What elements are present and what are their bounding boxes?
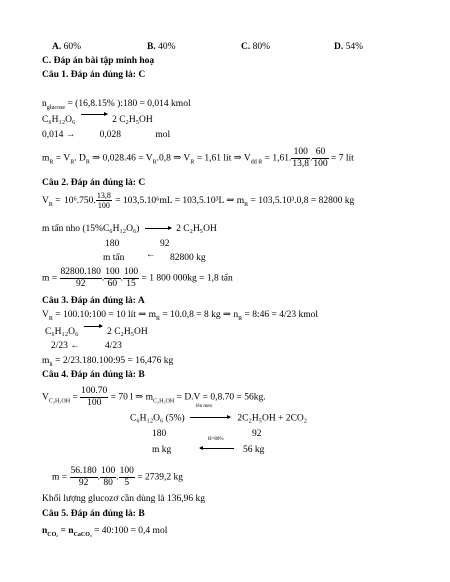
q5-title: Câu 5. Đáp án đúng là: B — [42, 509, 145, 519]
option-a — [52, 42, 81, 53]
q4-equation: C₆H₁₂O₆ (5%) lên men 2C₂H₅OH + 2CO₂ — [130, 404, 308, 424]
q1-line1: $n_{glucose} = (16,8.15\%$ ):180 = 0,014 kmol — [42, 99, 191, 111]
q4-conclusion: Khối lượng glucozơ cần dùng là 136,96 kg — [42, 494, 205, 504]
q2-val-180: 180 — [105, 239, 120, 249]
option-a-label: A. — [52, 42, 62, 52]
reaction-arrow-icon — [81, 114, 107, 115]
section-title: C. Đáp án bài tập minh hoạ — [42, 56, 155, 66]
q4-back-arrow: H=80% — [200, 444, 236, 455]
option-c-value: 80% — [252, 42, 271, 52]
q1-calc: $m_R = V_R$. $D_R$ ⇒ $0,028.46 = V_R.0,8$ ⇒ $V_R = 1,61$ lít ⇒ $V_{dd R} = 1,61$. $\frac{100}{13,8}$ . $\frac{60}{100}$ = 7 lít — [42, 147, 354, 169]
q1-mol-line: 0,014 → 0,028 mol — [42, 130, 171, 140]
q2-line2: m tấn nho (15%C₆H₁₂O₆) 2 C₂H₅OH — [42, 224, 217, 234]
q3-equation: C₆H₁₂O₆ 2 C₂H₅OH — [45, 327, 148, 337]
q4-arrow: lên men — [190, 413, 232, 424]
q4-v-line: $V_{C_2H_5OH}$ = $\frac{100.70}{100}$ = 70 l ⇒ $m_{C_2H_5OH} = D.V = 0,8.70 = 56kg$. — [42, 386, 266, 408]
q2-m-calc: m = $\frac{82800.180}{92}$ . $\frac{100}{60}$ . $\frac{100}{15}$ = 1 800 000kg = 1,8 tấn — [42, 267, 233, 289]
q2-fraction: 10⁶.750. $\frac{13,8}{100}$ — [64, 191, 111, 211]
reaction-arrow-icon — [84, 326, 102, 327]
q1-reactant: C₆H₁₂O₆ — [42, 115, 76, 125]
q2-m-tan: m tấn — [103, 253, 125, 263]
q1-fraction-2: $\frac{60}{100}$ — [313, 147, 328, 169]
q1-title: Câu 1. Đáp án đúng là: C — [42, 70, 146, 80]
option-b-value: 40% — [158, 42, 176, 52]
q5-line1: $n_{CO_2} = n_{CaCO_3}$ = 40:100 = 0,4 mol — [42, 526, 168, 538]
q2-title: Câu 2. Đáp án đúng là: C — [42, 178, 146, 188]
q4-val-56: 56 kg — [243, 445, 265, 455]
q2-val-92: 92 — [160, 239, 170, 249]
q4-title: Câu 4. Đáp án đúng là: B — [42, 370, 145, 380]
q1-product: 2 C₂H₅OH — [112, 115, 153, 125]
q4-m-kg: m kg — [152, 445, 172, 455]
option-d-label: D. — [334, 42, 344, 52]
option-c-label: C. — [241, 42, 251, 52]
option-b — [147, 42, 176, 53]
q4-val-92: 92 — [252, 429, 262, 439]
q3-result: $m_{lt}$ = 2/23.180.100:95 = 16,476 kg — [42, 356, 174, 368]
option-a-value: 60% — [63, 42, 82, 52]
q1-fraction-1: $\frac{100}{13,8}$ — [292, 147, 309, 169]
option-d-value: 54% — [345, 42, 364, 52]
q2-val-82800: 82800 kg — [170, 253, 206, 263]
q1-equation — [42, 115, 153, 126]
option-c — [241, 42, 270, 53]
q2-vr-line: $V_R$ = 10⁶.750. $\frac{13,8}{100}$ = 103,5.10⁶mL = 103,5.10³L ⇒ $m_R = 103,5.10^3.0,8 = 82800$ kg — [42, 191, 355, 211]
q3-right-val: 4/23 — [105, 341, 122, 351]
back-arrow-icon: ← — [146, 250, 156, 260]
q3-line1: $V_R$ = 100.10:100 = 10 lít ⇒ $m_R = 10.0,8 = 8$ kg ⇒ $n_R$ = 8:46 = 4/23 kmol — [42, 310, 319, 322]
q4-m-calc: m = $\frac{56.180}{92}$ . $\frac{100}{80}$ . $\frac{100}{5}$ = 2739,2 kg — [52, 466, 183, 488]
option-b-label: B. — [147, 42, 156, 52]
reaction-arrow-icon — [145, 228, 171, 229]
q4-val-180: 180 — [152, 429, 167, 439]
reaction-arrow-icon — [190, 417, 230, 418]
q3-left-val: 2/23 ← — [51, 341, 80, 351]
option-d — [334, 42, 363, 53]
q3-title: Câu 3. Đáp án đúng là: A — [42, 296, 145, 306]
back-arrow-icon — [200, 448, 234, 449]
